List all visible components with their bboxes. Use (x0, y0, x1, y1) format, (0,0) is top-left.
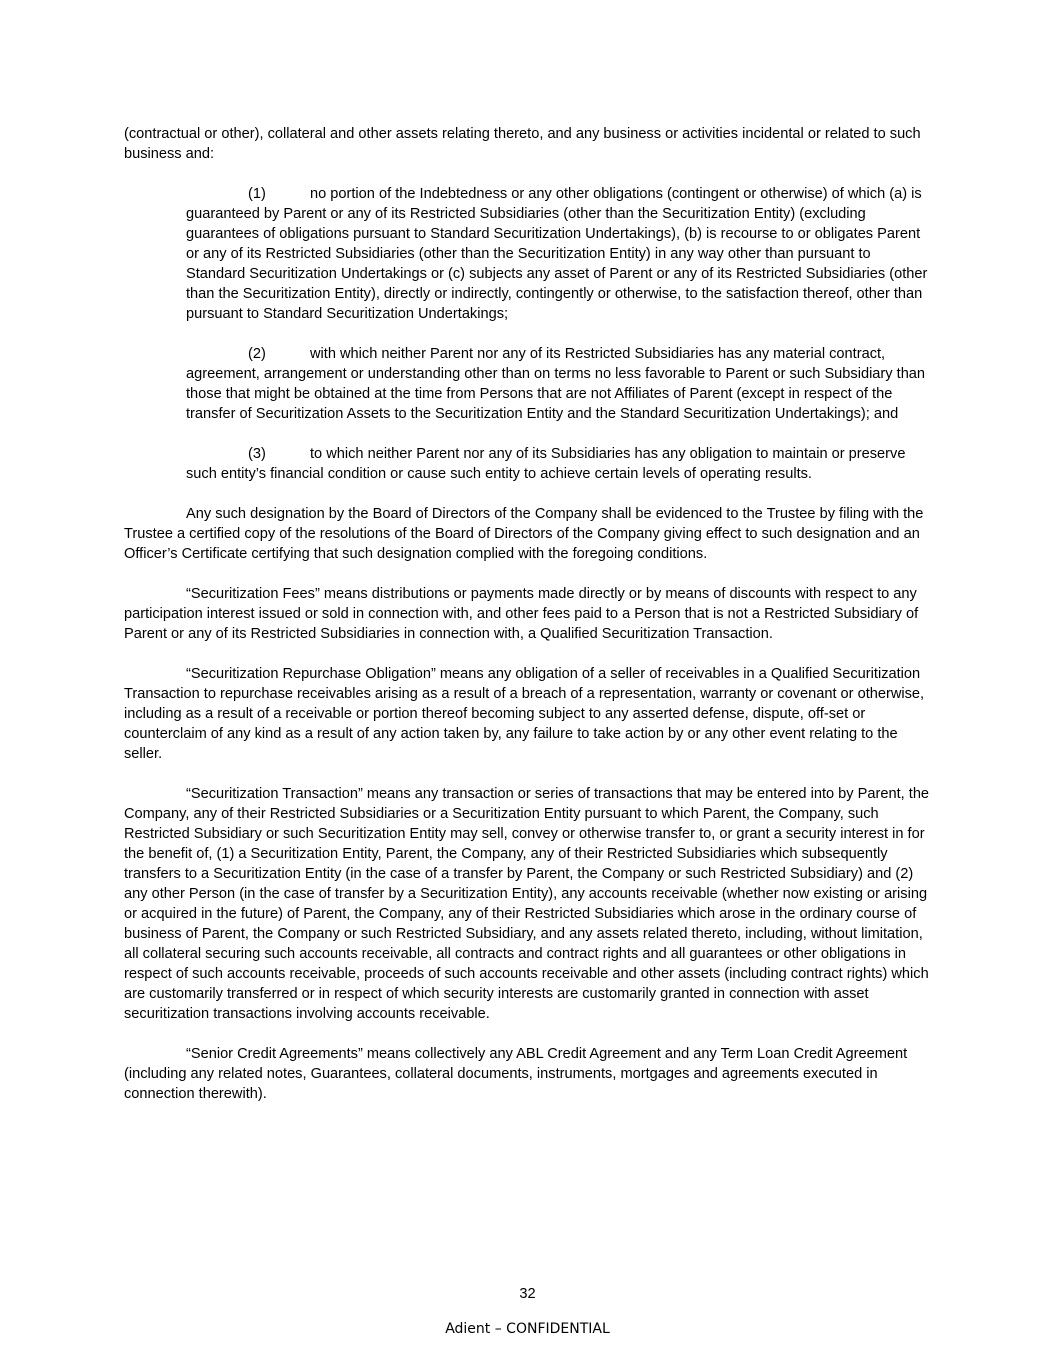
clause-1-text: no portion of the Indebtedness or any other obligations (contingent or otherwise) of which (a) is guaranteed by Parent or any of its Restricted Subsidiaries (other than the Securitization Entity) (excluding guarantees of obligations pursuant to Standard Securitization Undertakings), (b) is recourse to or obligates Parent or any of its Restricted Subsidiaries (other than the Securitization Entity) in any way other than pursuant to Standard Securitization Undertakings or (c) subjects any asset of Parent or any of its Restricted Subsidiaries (other than the Securitization Entity), directly or indirectly, contingently or otherwise, to the satisfaction thereof, other than pursuant to Standard Securitization Undertakings; (186, 186, 928, 322)
clause-2-number: (2) (248, 346, 266, 362)
clause-2-text: with which neither Parent nor any of its Restricted Subsidiaries has any material contract, agreement, arrangement or understanding other than on terms no less favorable to Parent or such Subsidiary than those that might be obtained at the time from Persons that are not Affiliates of Parent (except in respect of the transfer of Securitization Assets to the Securitization Entity and the Standard Securitization Undertakings); and (186, 346, 926, 422)
clause-1 (186, 184, 932, 324)
clause-1-number: (1) (248, 186, 266, 202)
definition-text: means any obligation of a seller of receivables in a Qualified Securitization Transaction to repurchase receivables arising as a result of a breach of a representation, warranty or covenant or otherwise, including as a result of a receivable or portion thereof becoming subject to any asserted defense, dispute, off-set or counterclaim of any kind as a result of any action taken by, any failure to take action by or any other event relating to the seller. (124, 666, 925, 762)
designation-paragraph: Any such designation by the Board of Directors of the Company shall be evidenced to the Trustee by filing with the Trustee a certified copy of the resolutions of the Board of Directors of the Company giving effect to such designation and an Officer’s Certificate certifying that such designation complied with the foregoing conditions. (124, 506, 924, 562)
definition-securitization-transaction (124, 784, 932, 1024)
definition-text: means collectively any ABL Credit Agreement and any Term Loan Credit Agreement (including any related notes, Guarantees, collateral documents, instruments, mortgages and agreements executed in connection therewith). (124, 1046, 908, 1102)
continuation-paragraph: (contractual or other), collateral and other assets relating thereto, and any business or activities incidental or related to such business and: (124, 126, 921, 162)
confidential-footer: Adient – CONFIDENTIAL (445, 1321, 610, 1337)
definition-senior-credit-agreements (124, 1044, 932, 1104)
clause-2 (186, 344, 932, 424)
clause-3-text: to which neither Parent nor any of its Subsidiaries has any obligation to maintain or preserve such entity’s financial condition or cause such entity to achieve certain levels of operating results. (186, 446, 906, 482)
document-body (124, 124, 932, 1124)
definition-securitization-fees (124, 584, 932, 644)
clause-3-number: (3) (248, 446, 266, 462)
definition-term: “Securitization Fees” (186, 586, 320, 602)
definition-term: “Senior Credit Agreements” (186, 1046, 363, 1062)
clause-3 (186, 444, 932, 484)
page-number: 32 (519, 1286, 536, 1302)
definition-securitization-repurchase-obligation (124, 664, 932, 764)
definition-term: “Securitization Transaction” (186, 786, 363, 802)
definition-term: “Securitization Repurchase Obligation” (186, 666, 436, 682)
definition-text: means any transaction or series of transactions that may be entered into by Parent, the Company, any of their Restricted Subsidiaries or a Securitization Entity pursuant to which Parent, the Company, such Restricted Subsidiary or such Securitization Entity may sell, convey or otherwise transfer to, or grant a security interest in for the benefit of, (1) a Securitization Entity, Parent, the Company, any of their Restricted Subsidiaries which subsequently transfers to a Securitization Entity (in the case of a transfer by Parent, the Company or such Restricted Subsidiary) and (2) any other Person (in the case of transfer by a Securitization Entity), any accounts receivable (whether now existing or arising or acquired in the future) of Parent, the Company, any of their Restricted Subsidiaries which arose in the ordinary course of business of Parent, the Company or such Restricted Subsidiary, and any assets related thereto, including, without limitation, all collateral securing such accounts receivable, all contracts and contract rights and all guarantees or other obligations in respect of such accounts receivable, proceeds of such accounts receivable and other assets (including contract rights) which are customarily transferred or in respect of which security interests are customarily granted in connection with asset securitization transactions involving accounts receivable. (124, 786, 930, 1022)
definition-text: means distributions or payments made directly or by means of discounts with respect to any participation interest issued or sold in connection with, and other fees paid to a Person that is not a Restricted Subsidiary of Parent or any of its Restricted Subsidiaries in connection with, a Qualified Securitization Transaction. (124, 586, 919, 642)
